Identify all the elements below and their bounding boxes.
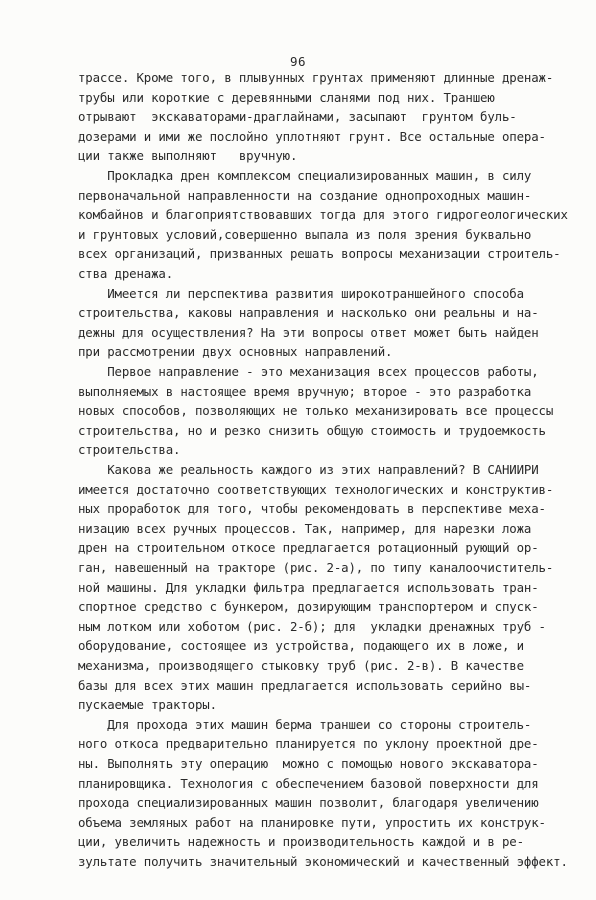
text-line: Для прохода этих машин берма траншеи со стороны строитель-	[78, 716, 532, 732]
text-line: имеется достаточно соответствующих технологических и конструктив-	[78, 481, 554, 497]
text-line: дежны для осуществления? На эти вопросы ответ может быть найден	[78, 324, 539, 340]
text-line: Первое направление - это механизация всех процессов работы,	[78, 364, 539, 379]
text-line: механизма, производящего стыковку труб (рис. 2-в). В качестве	[78, 658, 524, 673]
text-line: дозерами и ими же послойно уплотняют грунт. Все остальные опера-	[78, 128, 546, 144]
page-number: 96	[289, 54, 307, 69]
text-line: зультате получить значительный экономический и качественный эффект.	[78, 854, 568, 869]
text-line: ции, увеличить надежность и производительность каждой и в ре-	[78, 834, 524, 850]
text-line: Прокладка дрен комплексом специализированных машин, в силу	[78, 168, 532, 183]
text-line: строительства, но и резко снизить общую стоимость и трудоемкость	[78, 422, 546, 438]
text-line: Имеется ли перспектива развития широкотраншейного способа	[78, 285, 524, 301]
text-line: базы для всех этих машин предлагается использовать серийно вы-	[78, 677, 532, 693]
text-line: строительства.	[78, 442, 181, 458]
text-line: ного откоса предварительно планируется по уклону проектной дре-	[78, 736, 539, 752]
text-line: низацию всех ручных процессов. Так, например, для нарезки ложа	[78, 520, 532, 536]
text-line: оборудование, состоящее из устройства, подающего их в ложе, и	[78, 638, 524, 654]
text-line: ган, навешенный на тракторе (рис. 2-а), по типу каналоочиститель-	[78, 560, 554, 575]
text-line: спортное средство с бункером, дозирующим транспортером и спуск-	[78, 599, 539, 615]
text-line: всех организаций, призванных решать вопросы механизации строитель-	[78, 246, 561, 262]
text-line: выполняемых в настоящее время вручную; второе - это разработка	[78, 383, 532, 399]
text-line: дрен на строительном откосе предлагается ротационный рующий ор-	[78, 540, 539, 556]
text-line: трассе. Кроме того, в плывунных грунтах применяют длинные дренаж-	[78, 70, 554, 85]
text-line: ства дренажа.	[78, 266, 174, 281]
text-line: строительства, каковы направления и насколько они реальны и на-	[78, 305, 539, 321]
text-line: отрывают экскаваторами-драглайнами, засыпают грунтом буль-	[78, 109, 517, 125]
text-line: и грунтовых условий,совершенно выпала из поля зрения буквально	[78, 226, 532, 242]
text-line: прохода специализированных машин позволит, благодаря увеличению	[78, 795, 539, 811]
text-line: объема земляных работ на планировке пути, упростить их конструк-	[78, 814, 546, 830]
text-line: первоначальной направленности на создание однопроходных машин-	[78, 187, 532, 203]
text-line: ции также выполняют вручную.	[78, 148, 298, 164]
text-line: планировщика. Технология с обеспечением базовой поверхности для	[78, 775, 539, 791]
text-line: комбайнов и благоприятствовавших тогда для этого гидрогеологических	[78, 207, 568, 223]
text-line: ных проработок для того, чтобы рекомендовать в перспективе меха-	[78, 501, 546, 517]
text-line: трубы или короткие с деревянными сланями под них. Траншею	[78, 89, 495, 105]
text-line: ным лотком или хоботом (рис. 2-б); для укладки дренажных труб -	[78, 618, 546, 634]
text-line: ной машины. Для укладки фильтра предлагается использовать тран-	[78, 579, 539, 595]
text-line: пускаемые тракторы.	[78, 697, 217, 713]
text-line: новых способов, позволяющих не только механизировать все процессы	[78, 403, 554, 419]
text-line: ны. Выполнять эту операцию можно с помощью нового экскаватора-	[78, 756, 539, 771]
text-line: Какова же реальность каждого из этих направлений? В САНИИРИ	[78, 462, 539, 477]
text-line: при рассмотрении двух основных направлений.	[78, 344, 393, 360]
